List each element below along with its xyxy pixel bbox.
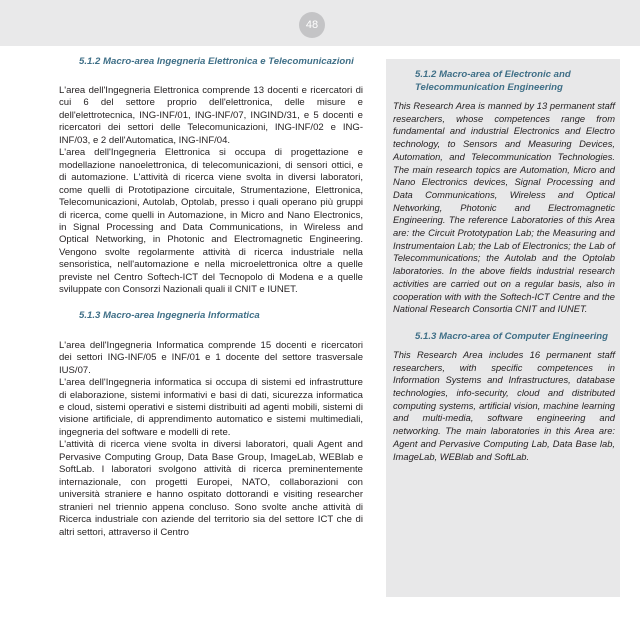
section-heading-informatics-it: 5.1.3 Macro-area Ingegneria Informatica [79, 309, 260, 321]
paragraph-informatics-labs-it: L'attività di ricerca viene svolta in diversi laboratori, quali Agent and Pervasive Computing Group, Data Base Group, ImageLab, WEBlab e SoftLab. I laboratori svolgono attività di ricerca preminentemente internazionale, con progetti Europei, NATO, collaborazioni con università straniere e hanno ospitato dottorandi e visiting researcher stranieri nel triennio appena concluso. Sono svolte anche attività di Ricerca industriale con aziende del territorio sia del settore ICT che di altri settori, attraverso il Centro [59, 439, 363, 538]
italian-column [59, 52, 363, 539]
section-heading-electronics-it: 5.1.2 Macro-area Ingegneria Elettronica e Telecomunicazioni [79, 56, 354, 67]
english-column [393, 68, 615, 463]
paragraph-informatics-staff-it: L'area dell'Ingegneria Informatica comprende 15 docenti e ricercatori dei settori ING-INF/05 e INF/01 e 1 docente del settore trasversale IUS/07. [59, 339, 363, 376]
paragraph-informatics-topics-it: L'area dell'Ingegneria informatica si occupa di sistemi ed infrastrutture di elaborazione, sistemi informativi e basi di dati, sicurezza informatica e cloud, sistemi operativi e sistemi distribuiti ad agenti mobili, sistemi di visione artificiale, di apprendimento automatico e sistemi multimediali, ingegneria del software e modelli di rete. [59, 377, 363, 438]
paragraph-electronics-en: This Research Area is manned by 13 permanent staff researchers, whose competences range from fundamental and industrial Electronics and Electro technology, to Sensors and Measuring Devices, Automation, and Telecommunication Technologies. The main research topics are Automation, Micro and Nano Electronics devices, Signal Processing and Data Communications, Wireless and Optical Networking, Photonic and Electromagnetic Engineering. The reference Laboratories of this Area are: the Circuit Prototypation Lab; the Measuring and Instrumentaion Lab; the Lab of Electronics; the Lab of Telecommunications; the Autolab and the Optolab laboratories. In the above fields industrial research activities are carried out on a regular basis, also in cooperation with with the Softech-ICT Centre and the National Research Consortia CNIT and IUNET. [393, 101, 615, 315]
page-number-badge: 48 [299, 12, 325, 38]
paragraph-electronics-staff-it: L'area dell'Ingegneria Elettronica comprende 13 docenti e ricercatori di cui 6 del settore proprio dell'elettronica, delle misure e dell'elettrotecnica, ING-INF/01, ING-INF/07, INGIND/31, e 5 docenti e ricercatori dei settori delle Telecomunicazioni, ING-INF/02 e ING-INF/03, e 2 dell'Automatica, ING-INF/04. [59, 85, 363, 146]
paragraph-computer-en: This Research Area includes 16 permanent staff researchers, with specific competences in Information Systems and Infrastructures, database technologies, info-security, cloud and distributed computing systems, artificial vision, machine learning and multi-media, software engineering and networking. The main laboratories in this Area are: Agent and Pervasive Computing Lab, Data Base lab, ImageLab, WEBlab and SoftLab. [393, 349, 615, 462]
section-heading-computer-en: 5.1.3 Macro-area of Computer Engineering [415, 330, 608, 342]
paragraph-electronics-research-it: L'area dell'Ingegneria Elettronica si occupa di progettazione e modellazione nanoelettronica, di telecomunicazioni, di sensori ottici, e di automazione. L'attività di ricerca viene svolta in diversi laboratori, come quelli di Prototipazione circuitale, Strumentazione, Elettronica, Telecomunicazioni, Autolab, Optolab, presso i quali operano più gruppi di ricerca, come quelli in Automazione, in Micro and Nano Electronics, in Signal Processing and Data Communications, in Wireless and Optical Networking, in Photonic and Electromagnetic Engineering. Vengono svolte regolarmente attività di ricerca industriale nella sensoristica, nell'automazione e nella microelettronica oltre a quelle previste nel Centro Softech-ICT del Tecnopolo di Modena e a quelle sviluppate con Consorzi Nazionali quali il CNIT e IUNET. [59, 147, 363, 296]
section-heading-electronics-en: 5.1.2 Macro-area of Electronic and Telecommunication Engineering [415, 69, 571, 93]
